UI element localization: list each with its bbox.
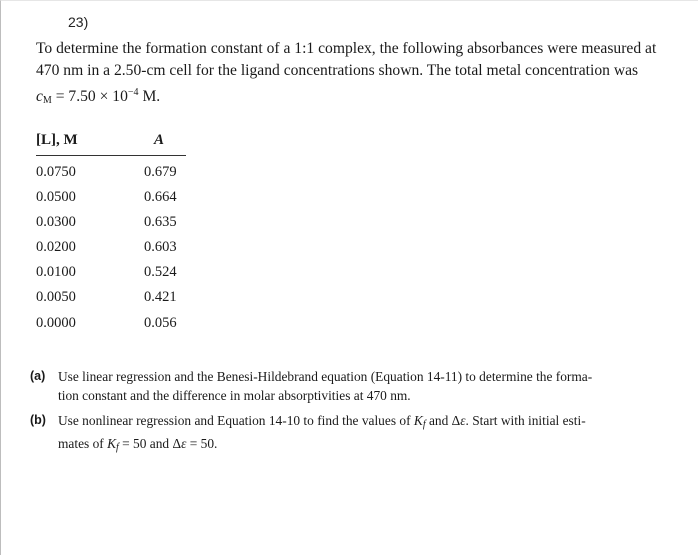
part-a-label: (a) — [30, 369, 46, 383]
table-header-rule — [36, 155, 186, 156]
part-b-line-1-end: . Start with initial esti- — [465, 413, 586, 428]
table-row — [36, 164, 196, 184]
absorbance-cell: 0.664 — [144, 189, 177, 205]
part-b-line-1-delta: and Δ — [425, 413, 461, 428]
question-number: 23) — [68, 14, 89, 30]
part-b-line-2 — [58, 434, 668, 457]
epsilon-symbol: ε — [460, 413, 466, 428]
ligand-concentration-cell: 0.0500 — [36, 189, 76, 205]
kf-subscript: f — [422, 419, 426, 430]
absorbance-cell: 0.524 — [144, 264, 177, 280]
header-absorbance: A — [154, 132, 165, 148]
ligand-concentration-cell: 0.0050 — [36, 289, 76, 305]
intro-line-1: To determine the formation constant of a 1:1 complex, the following absorbances were measured at — [36, 40, 657, 57]
table-row — [36, 264, 196, 284]
table-row — [36, 189, 196, 209]
kf-symbol: K — [413, 413, 423, 428]
table-row — [36, 315, 196, 335]
part-b-line-1 — [58, 411, 668, 434]
ligand-concentration-cell: 0.0000 — [36, 315, 76, 331]
ligand-concentration-cell: 0.0300 — [36, 214, 76, 230]
cm-symbol: c — [36, 88, 43, 105]
absorbance-cell: 0.679 — [144, 164, 177, 180]
absorbance-cell: 0.635 — [144, 214, 177, 230]
absorbance-cell: 0.056 — [144, 315, 177, 331]
ligand-concentration-cell: 0.0200 — [36, 239, 76, 255]
absorbance-cell: 0.421 — [144, 289, 177, 305]
cm-subscript: M — [42, 95, 52, 106]
epsilon-symbol: ε — [181, 436, 187, 451]
part-a-line-2: tion constant and the difference in molar absorptivities at 470 nm. — [58, 388, 411, 403]
part-b-line-2-start: mates of — [58, 436, 108, 451]
table-header — [36, 132, 186, 154]
intro-line-2: 470 nm in a 2.50-cm cell for the ligand concentrations shown. The total metal concentration was — [36, 62, 639, 79]
header-ligand-concentration: [L], M — [36, 132, 78, 148]
question-intro — [36, 38, 694, 112]
table-row — [36, 289, 196, 309]
cm-unit: M. — [138, 88, 161, 105]
part-b-line-2-end: = 50. — [186, 436, 218, 451]
part-b-line-2-delta: = 50 and Δ — [118, 436, 182, 451]
absorbance-cell: 0.603 — [144, 239, 177, 255]
cm-exponent: −4 — [127, 87, 139, 98]
ligand-concentration-cell: 0.0750 — [36, 164, 76, 180]
part-a-text — [58, 367, 668, 405]
part-b-line-1-start: Use nonlinear regression and Equation 14-10 to find the values of — [58, 413, 414, 428]
part-b-text — [58, 411, 668, 457]
intro-line-3 — [36, 82, 694, 112]
ligand-concentration-cell: 0.0100 — [36, 264, 76, 280]
table-row — [36, 214, 196, 234]
kf-symbol: K — [107, 436, 117, 451]
kf-subscript: f — [116, 442, 119, 453]
part-a-line-1: Use linear regression and the Benesi-Hildebrand equation (Equation 14-11) to determine the forma- — [58, 369, 593, 384]
cm-value: = 7.50 × 10 — [51, 88, 128, 105]
part-b-label: (b) — [30, 413, 46, 427]
table-row — [36, 239, 196, 259]
